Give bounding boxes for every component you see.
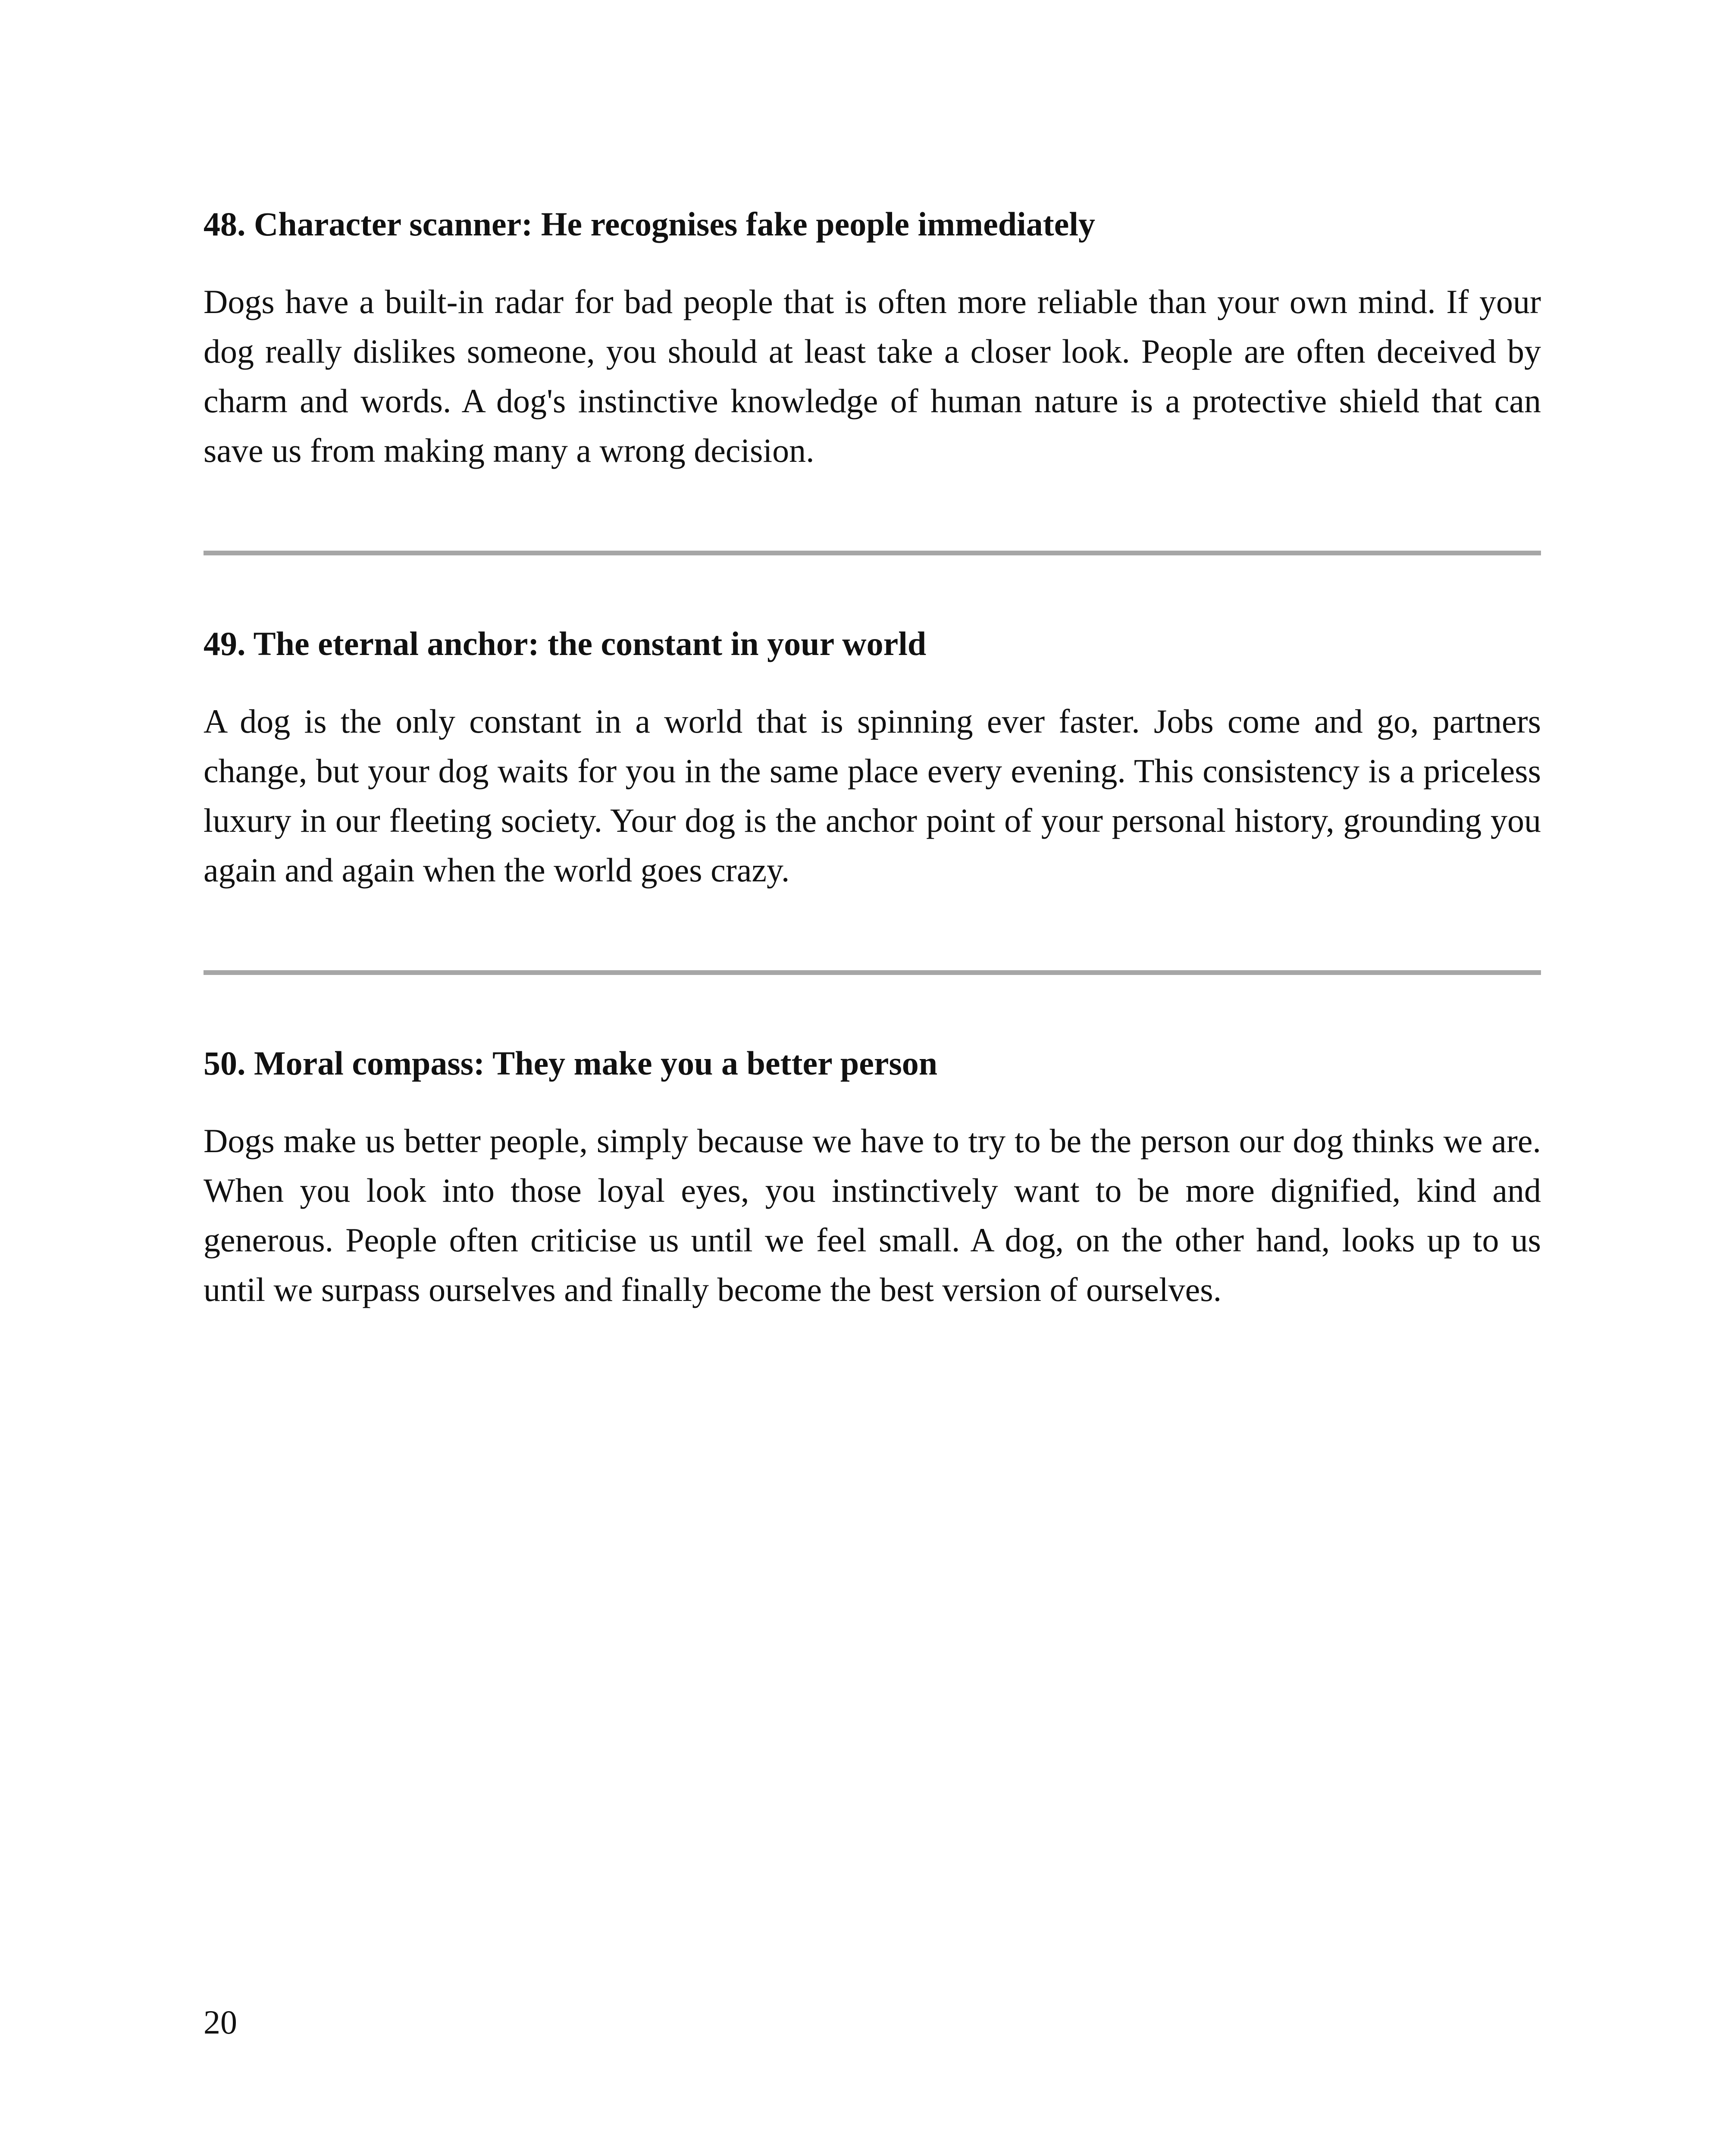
section-body: Dogs make us better people, simply because we have to try to be the person our dog thinks we are. When you look into those loyal eyes, you instinctively want to be more dignified, kind and generous. People often criticise us until we feel small. A dog, on the other hand, looks up to us until we surpass ourselves and finally become the best version of ourselves. xyxy=(204,1122,1541,1308)
section-title: 49. The eternal anchor: the constant in your world xyxy=(204,625,927,662)
section-divider xyxy=(204,970,1541,975)
page-number: 20 xyxy=(204,2003,237,2041)
page-content xyxy=(204,203,1541,1314)
section-divider xyxy=(204,551,1541,555)
section-50 xyxy=(204,1042,1541,1314)
section-48 xyxy=(204,203,1541,475)
section-title: 50. Moral compass: They make you a better person xyxy=(204,1044,938,1082)
section-title: 48. Character scanner: He recognises fake people immediately xyxy=(204,205,1096,243)
section-49 xyxy=(204,622,1541,895)
section-body: Dogs have a built-in radar for bad people that is often more reliable than your own mind. If your dog really dislikes someone, you should at least take a closer look. People are often deceived by charm and words. A dog's instinctive knowledge of human nature is a protective shield that can save us from making many a wrong decision. xyxy=(204,283,1541,469)
section-body: A dog is the only constant in a world that is spinning ever faster. Jobs come and go, partners change, but your dog waits for you in the same place every evening. This consistency is a priceless luxury in our fleeting society. Your dog is the anchor point of your personal history, grounding you again and again when the world goes crazy. xyxy=(204,702,1541,889)
